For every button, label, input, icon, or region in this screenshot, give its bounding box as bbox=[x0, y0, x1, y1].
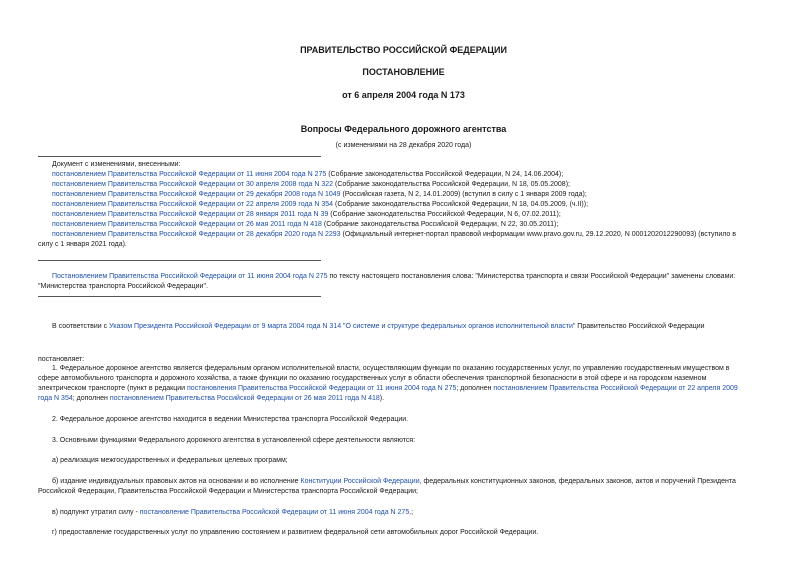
amendment-source: (Российская газета, N 2, 14.01.2009) (вступил в силу с 1 января 2009 года); bbox=[340, 191, 587, 198]
amendment-source: (Собрание законодательства Российской Федерации, N 18, 04.05.2009, (ч.II)); bbox=[333, 201, 589, 208]
amendments-intro: Документ с изменениями, внесенными: bbox=[52, 161, 181, 168]
amendment-link[interactable]: постановлением Правительства Российской Федерации от 11 июня 2004 года N 275 bbox=[52, 171, 327, 178]
para-a: а) реализация межгосударственных и федеральных целевых программ; bbox=[52, 457, 288, 464]
amendment-item bbox=[52, 180, 570, 190]
resolves: постановляет: bbox=[38, 356, 85, 363]
para-b-text: , федеральных конституционных законов, федеральных законов, актов и поручений Президента bbox=[419, 478, 736, 485]
amendment-item bbox=[52, 230, 736, 240]
amendment-link[interactable]: постановлением Правительства Российской Федерации от 28 декабря 2020 года N 2293 bbox=[52, 231, 341, 238]
para-1-line-1: 1. Федеральное дорожное агентство является федеральным органом исполнительной власти, осуществляющим функции по оказанию государственных услуг, по управлению государственным имуществом в bbox=[52, 365, 730, 372]
amendment-source: (Официальный интернет-портал правовой информации www.pravo.gov.ru, 29.12.2020, N 0001202012290093) (вступило в bbox=[340, 231, 736, 238]
para-1-line-2: сфере автомобильного транспорта и дорожного хозяйства, а также функции по оказанию государственных услуг в области обеспечения транспортной безопасности в этой сфере и на городском наземном bbox=[38, 375, 707, 382]
preamble-post: Правительство Российской Федерации bbox=[575, 323, 705, 330]
para-v bbox=[52, 508, 413, 518]
para-g: г) предоставление государственных услуг по управлению состоянием и развитием федеральной сети автомобильных дорог Российской Федерации. bbox=[52, 529, 539, 536]
decree-link[interactable]: Указом Президента Российской Федерации от 9 марта 2004 года N 314 "О системе и структуре федеральных органов исполнительной власти" bbox=[109, 323, 576, 330]
amendment-source: (Собрание законодательства Российской Федерации, N 18, 05.05.2008); bbox=[333, 181, 570, 188]
para-b-text: б) издание индивидуальных правовых актов на основании и во исполнение bbox=[52, 478, 301, 485]
amendment-item bbox=[52, 200, 588, 210]
para-b-line-1 bbox=[52, 477, 736, 487]
para-v-text: в) подпункт утратил силу - bbox=[52, 509, 140, 516]
para-1-link-275[interactable]: постановления Правительства Российской Федерации от 11 июня 2004 года N 275 bbox=[187, 385, 457, 392]
amendment-source: силу с 1 января 2021 года). bbox=[38, 241, 127, 248]
org-name: ПРАВИТЕЛЬСТВО РОССИЙСКОЙ ФЕДЕРАЦИИ bbox=[300, 45, 507, 55]
amendment-link[interactable]: постановлением Правительства Российской Федерации от 26 мая 2011 года N 418 bbox=[52, 221, 322, 228]
para-1-link-418[interactable]: постановлением Правительства Российской Федерации от 26 мая 2011 года N 418 bbox=[109, 395, 380, 402]
amendment-item bbox=[52, 220, 558, 230]
doc-date-number: от 6 апреля 2004 года N 173 bbox=[342, 90, 465, 100]
para-1-link-354[interactable]: постановлением Правительства Российской Федерации от 22 апреля 2009 bbox=[493, 385, 738, 392]
amendment-link[interactable]: постановлением Правительства Российской Федерации от 30 апреля 2008 года N 322 bbox=[52, 181, 334, 188]
doc-type: ПОСТАНОВЛЕНИЕ bbox=[362, 67, 445, 77]
para-1-line-4 bbox=[38, 394, 384, 404]
preamble-pre: В соответствии с bbox=[52, 323, 110, 330]
amendment-source: (Собрание законодательства Российской Федерации, N 22, 30.05.2011); bbox=[321, 221, 559, 228]
amendment-item bbox=[38, 240, 127, 250]
para-3: 3. Основными функциями Федерального дорожного агентства в установленной сфере деятельности являются: bbox=[52, 437, 416, 444]
amendment-link[interactable]: постановлением Правительства Российской Федерации от 28 января 2011 года N 39 bbox=[52, 211, 329, 218]
amendment-link[interactable]: постановлением Правительства Российской Федерации от 22 апреля 2009 года N 354 bbox=[52, 201, 334, 208]
amendment-item bbox=[52, 210, 561, 220]
note-line-2: "Министерства транспорта Российской Федерации". bbox=[38, 283, 208, 290]
note-line-1 bbox=[52, 272, 735, 282]
amendment-item bbox=[52, 190, 587, 200]
para-1-text: ; дополнен bbox=[456, 385, 494, 392]
amendment-source: (Собрание законодательства Российской Федерации, N 24, 14.06.2004); bbox=[326, 171, 564, 178]
para-2: 2. Федеральное дорожное агентство находится в ведении Министерства транспорта Российской Федерации. bbox=[52, 416, 409, 423]
para-1-link-354-cont[interactable]: года N 354 bbox=[38, 395, 73, 402]
note-link[interactable]: Постановлением Правительства Российской Федерации от 11 июня 2004 года N 275 bbox=[52, 273, 328, 280]
amendment-item bbox=[52, 170, 563, 180]
note-text: по тексту настоящего постановления слова: "Министерства транспорта и связи Российской Федерации" заменены словами: bbox=[327, 273, 736, 280]
para-1-text: ; дополнен bbox=[72, 395, 110, 402]
divider bbox=[38, 296, 321, 297]
amendment-source: (Собрание законодательства Российской Федерации, N 6, 07.02.2011); bbox=[328, 211, 561, 218]
divider bbox=[38, 156, 321, 157]
doc-title: Вопросы Федерального дорожного агентства bbox=[300, 124, 507, 134]
para-v-text: .; bbox=[409, 509, 414, 516]
constitution-link[interactable]: Конституции Российской Федерации bbox=[300, 478, 420, 485]
preamble bbox=[52, 322, 705, 332]
para-1-text: электрическом транспорте (пункт в редакции bbox=[38, 385, 188, 392]
amendment-link[interactable]: постановлением Правительства Российской Федерации от 29 декабря 2008 года N 1049 bbox=[52, 191, 341, 198]
divider bbox=[38, 260, 321, 261]
para-1-text: ). bbox=[379, 395, 385, 402]
amended-note: (с изменениями на 28 декабря 2020 года) bbox=[335, 142, 472, 149]
para-b-line-2: Российской Федерации, Правительства Российской Федерации и Министерства транспорта Российской Федерации; bbox=[38, 488, 418, 495]
para-v-link[interactable]: постановление Правительства Российской Федерации от 11 июня 2004 года N 275 bbox=[139, 509, 410, 516]
para-1-line-3 bbox=[38, 384, 738, 394]
